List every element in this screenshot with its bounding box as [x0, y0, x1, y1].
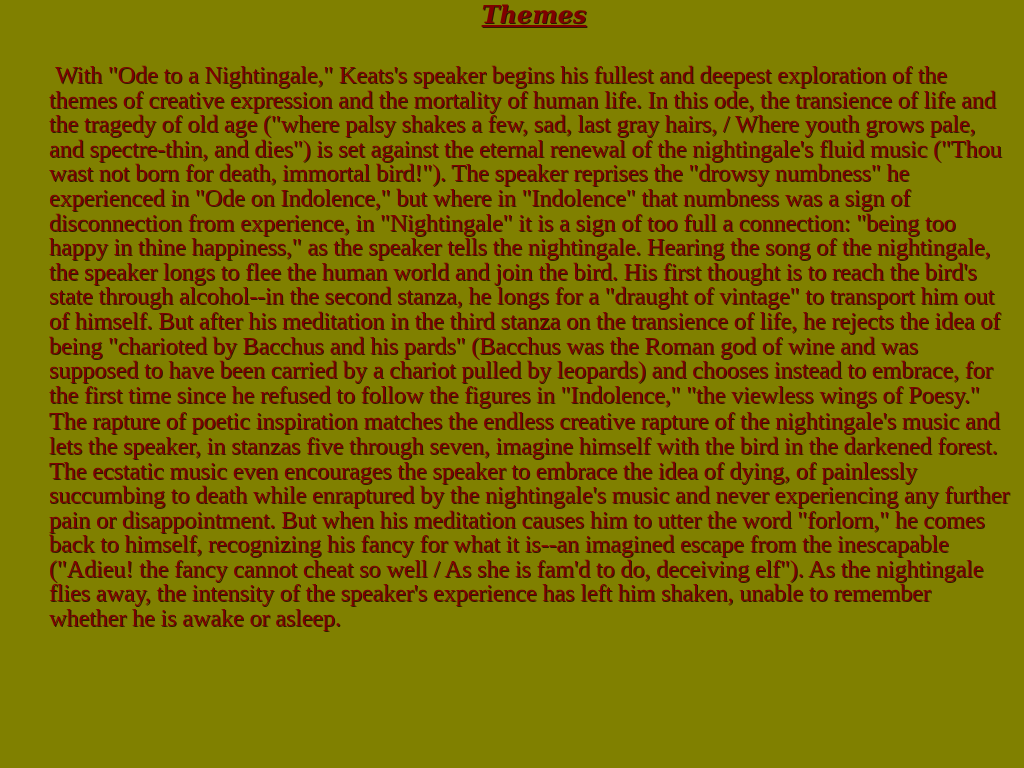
body-text [49, 64, 1012, 632]
slide-title: Themes [481, 0, 587, 29]
paragraph-2: The rapture of poetic inspiration matches the endless creative rapture of the nightingale's music and lets the speaker, in stanzas five through seven, imagine himself with the bird in the darkened forest. The ecstatic music even encourages the speaker to embrace the idea of dying, of painlessly succumbing to death while enraptured by the nightingale's music and never experiencing any further pain or disappointment. But when his meditation causes him to utter the word "forlorn," he comes back to himself, recognizing his fancy for what it is--an imagined escape from the inescapable ("Adieu! the fancy cannot cheat so well / As she is fam'd to do, deceiving elf"). As the nightingale flies away, the intensity of the speaker's experience has left him shaken, unable to remember whether he is awake or asleep. [49, 408, 1010, 633]
paragraph-1: With "Ode to a Nightingale," Keats's speaker begins his fullest and deepest exploration of the themes of creative expression and the mortality of human life. In this ode, the transience of life and the tragedy of old age ("where palsy shakes a few, sad, last gray hairs, / Where youth grows pale, and spectre-thin, and dies") is set against the eternal renewal of the nightingale's fluid music ("Thou wast not born for death, immortal bird!"). The speaker reprises the "drowsy numbness" he experienced in "Ode on Indolence," but where in "Indolence" that numbness was a sign of disconnection from experience, in "Nightingale" it is a sign of too full a connection: "being too happy in thine happiness," as the speaker tells the nightingale. Hearing the song of the nightingale, the speaker longs to flee the human world and join the bird. His first thought is to reach the bird's state through alcohol--in the second stanza, he longs for a "draught of vintage" to transport him out of himself. But after his meditation in the third stanza on the transience of life, he rejects the idea of being "charioted by Bacchus and his pards" (Bacchus was the Roman god of wine and was supposed to have been carried by a chariot pulled by leopards) and chooses instead to embrace, for the first time since he refused to follow the figures in "Indolence," "the viewless wings of Poesy." [49, 62, 1002, 409]
